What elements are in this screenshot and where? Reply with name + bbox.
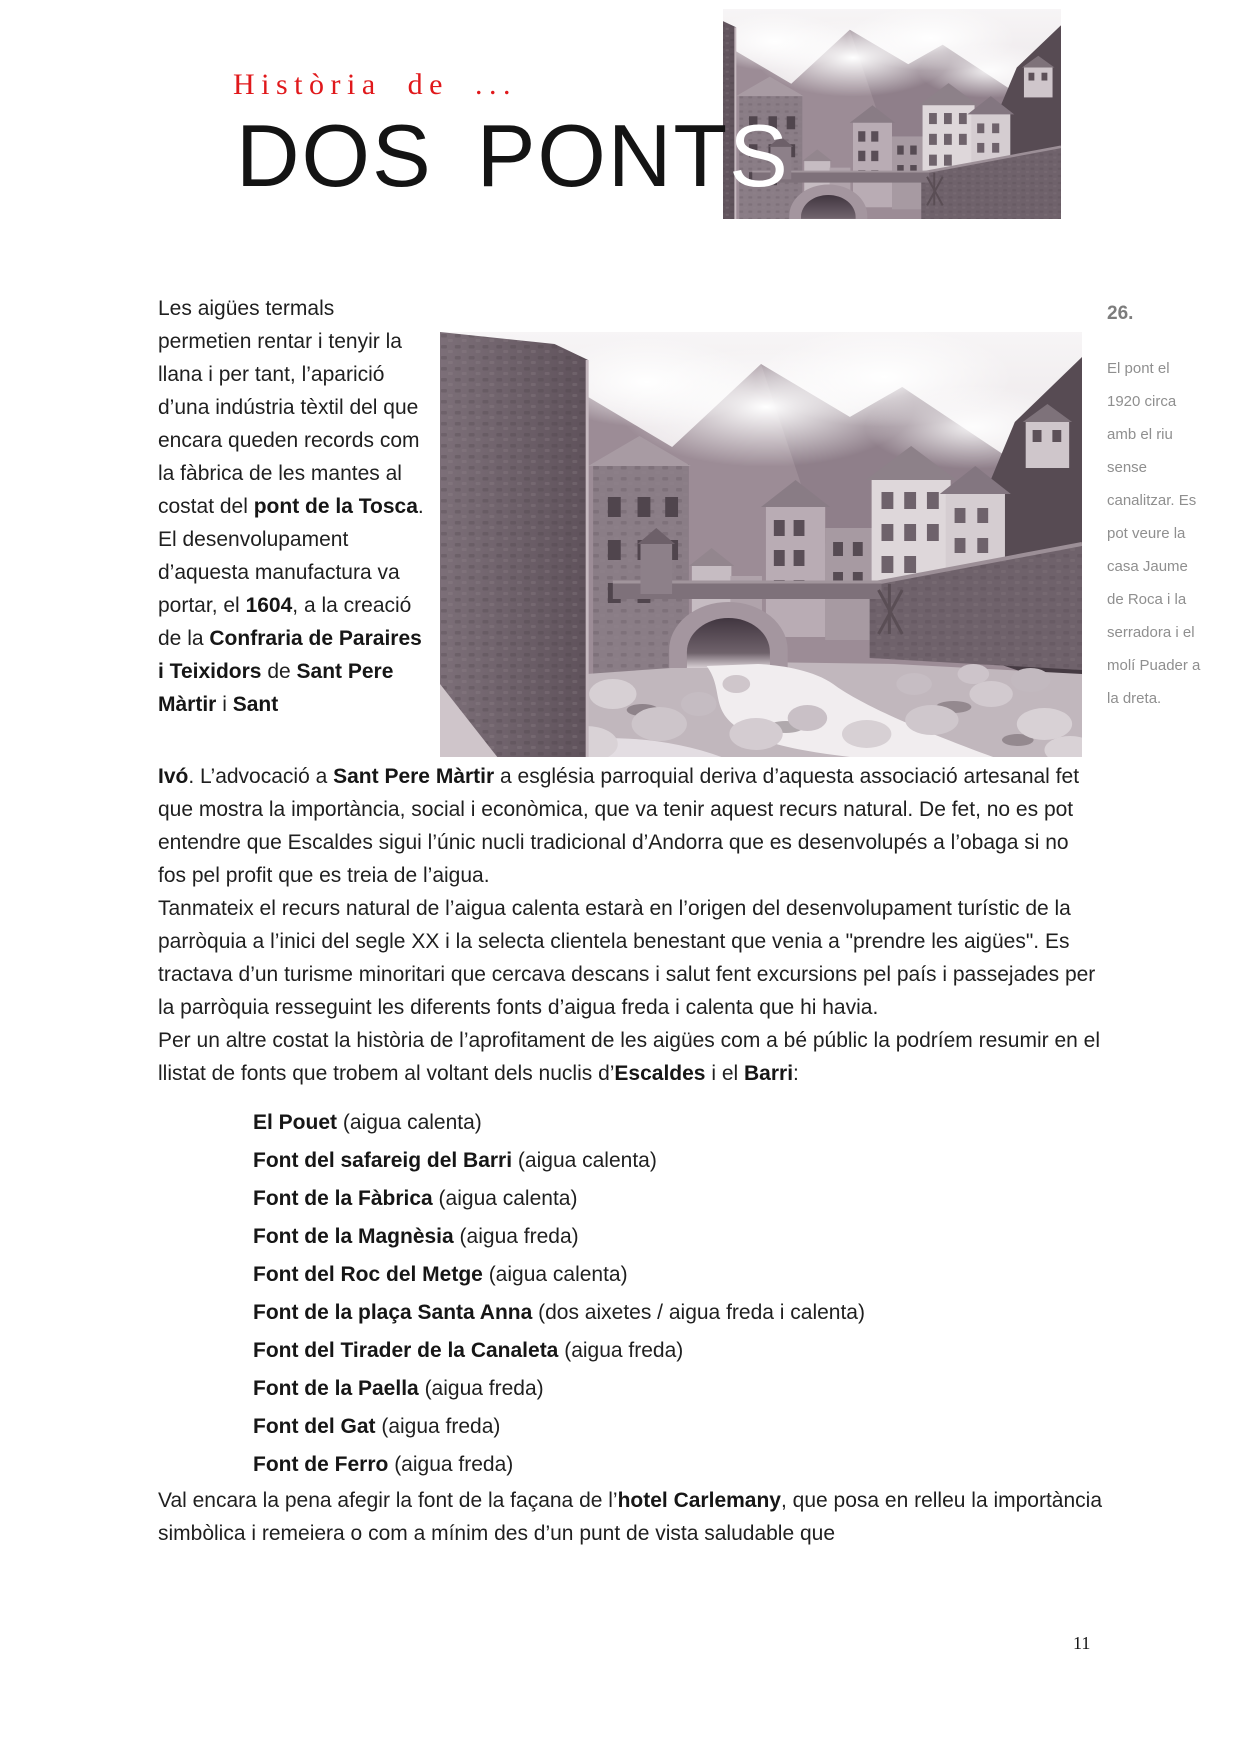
- page-title: [236, 106, 790, 205]
- font-list-item: [253, 1256, 1102, 1294]
- title-overlap-letter: S: [729, 106, 790, 205]
- font-list-item: [253, 1332, 1102, 1370]
- font-note: (aigua freda): [459, 1225, 579, 1248]
- font-note: (aigua freda): [381, 1415, 501, 1438]
- paragraph-fonts-intro: Per un altre costat la història de l’aprofitament de les aigües com a bé públic la podríem resumir en el llistat de fonts que trobem al voltant dels nuclis d’Escaldes i el Barri:: [158, 1029, 1100, 1085]
- font-note: (aigua freda): [394, 1453, 514, 1476]
- font-name: Font del Tirader de la Canaleta: [253, 1339, 559, 1362]
- title-word-pont: PONT: [476, 106, 730, 205]
- title-word-dos: DOS: [236, 106, 433, 205]
- font-list-item: [253, 1180, 1102, 1218]
- figure-number: 26.: [1107, 303, 1134, 324]
- font-list-item: [253, 1142, 1102, 1180]
- font-note: (aigua calenta): [438, 1187, 578, 1210]
- paragraph-tourism: Tanmateix el recurs natural de l’aigua calenta estarà en l’origen del desenvolupament turístic de la parròquia a l’inici del segle XX i la selecta clientela benestant que venia a "prendre les aigües". Es tractava d’un turisme minoritari que cercava descans i salut fent excursions pel país i passejades per la parròquia resseguint les diferents fonts d’aigua freda i calenta que hi havia.: [158, 897, 1096, 1019]
- font-note: (dos aixetes / aigua freda i calenta): [538, 1301, 865, 1324]
- font-list-item: [253, 1370, 1102, 1408]
- font-name: Font de la plaça Santa Anna: [253, 1301, 533, 1324]
- page-number: 11: [1073, 1633, 1091, 1653]
- font-name: Font de la Fàbrica: [253, 1187, 433, 1210]
- font-list-item: [253, 1446, 1102, 1484]
- font-note: (aigua freda): [424, 1377, 544, 1400]
- font-list-item: [253, 1218, 1102, 1256]
- font-name: Font del Gat: [253, 1415, 376, 1438]
- font-name: Font de Ferro: [253, 1453, 389, 1476]
- font-note: (aigua freda): [564, 1339, 684, 1362]
- font-list-item: [253, 1104, 1102, 1142]
- font-name: Font de la Paella: [253, 1377, 419, 1400]
- font-name: Font del safareig del Barri: [253, 1149, 513, 1172]
- paragraph-hotel-carlemany: Val encara la pena afegir la font de la façana de l’hotel Carlemany, que posa en relleu la importància simbòlica i remeiera o com a mínim des d’un punt de vista saludable que: [158, 1489, 1103, 1545]
- article-body: [158, 292, 1102, 1550]
- font-list-item: [253, 1408, 1102, 1446]
- font-name: Font de la Magnèsia: [253, 1225, 454, 1248]
- font-name: El Pouet: [253, 1111, 338, 1134]
- header-kicker: Història de ...: [233, 68, 517, 101]
- paragraph-thermal-waters-continued: Ivó. L’advocació a Sant Pere Màrtir a església parroquial deriva d’aquesta associació artesanal fet que mostra la importància, social i econòmica, que va tenir aquest recurs natural. De fet, no es pot entendre que Escaldes sigui l’únic nucli tradicional d’Andorra que es desenvolupés a l’obaga si no fos pel profit que es treia de l’aigua.: [158, 765, 1080, 887]
- figure-caption-sidebar: [1107, 303, 1203, 715]
- paragraph-thermal-waters-column: Les aigües termals permetien rentar i tenyir la llana i per tant, l’aparició d’una indústria tèxtil del que encara queden records com la fàbrica de les mantes al costat del pont de la Tosca. El desenvolupament d’aquesta manufactura va portar, el 1604, a la creació de la Confraria de Paraires i Teixidors de Sant Pere Màrtir i Sant: [158, 297, 424, 716]
- figure-caption-text: El pont el 1920 circa amb el riu sense canalitzar. Es pot veure la casa Jaume de Roca i la serradora i el molí Puader a la dreta.: [1107, 360, 1201, 707]
- font-list-item: [253, 1294, 1102, 1332]
- font-note: (aigua calenta): [517, 1149, 657, 1172]
- font-note: (aigua calenta): [488, 1263, 628, 1286]
- font-note: (aigua calenta): [342, 1111, 482, 1134]
- fonts-list: [158, 1104, 1102, 1484]
- font-name: Font del Roc del Metge: [253, 1263, 483, 1286]
